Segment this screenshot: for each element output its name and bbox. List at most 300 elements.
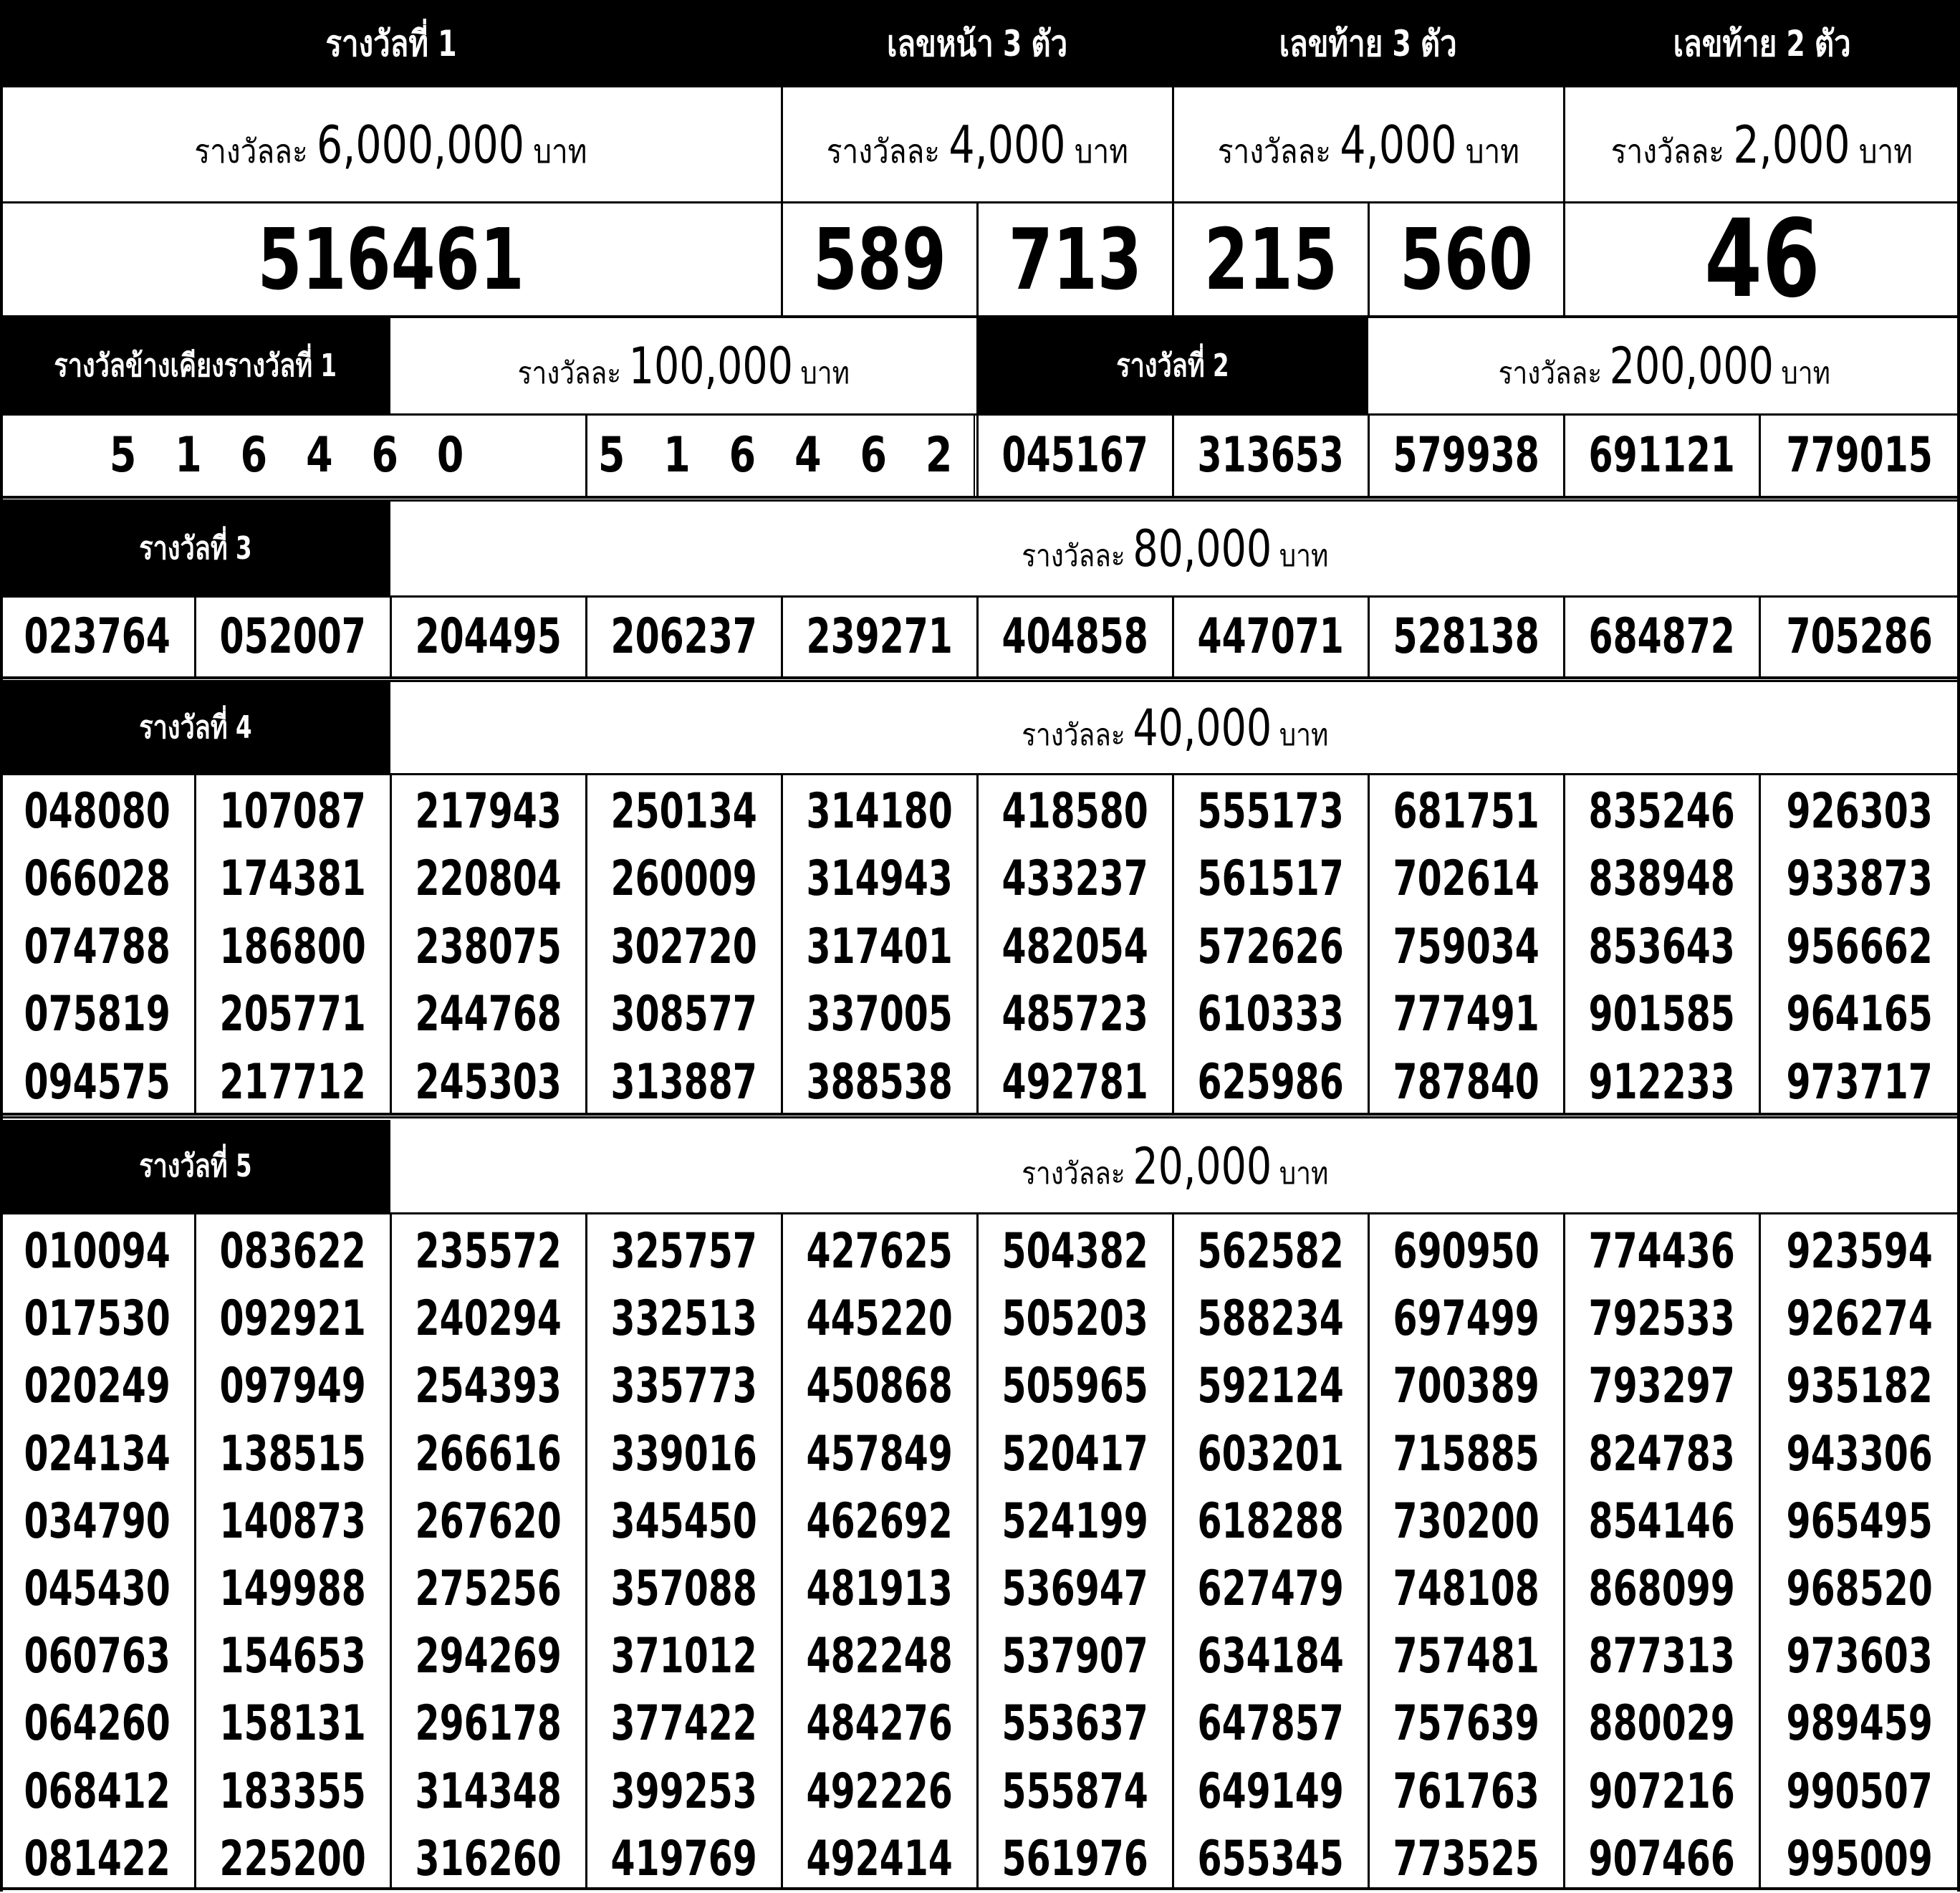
grid-line	[1563, 0, 1565, 317]
grid-line	[194, 596, 196, 678]
text: 316260	[415, 1830, 562, 1887]
text: 060763	[24, 1628, 171, 1685]
text: 294269	[415, 1628, 562, 1685]
grid-line	[1172, 1213, 1174, 1889]
text: 528138	[1393, 608, 1539, 665]
text: 317401	[806, 918, 953, 975]
fourth-prize-title	[0, 682, 390, 774]
fifth-prize-number	[782, 1623, 977, 1690]
fifth-prize-number	[782, 1353, 977, 1420]
fifth-prize-number	[782, 1826, 977, 1893]
text: 419769	[610, 1830, 757, 1887]
fifth-prize-number	[195, 1623, 390, 1690]
text: 610333	[1197, 986, 1344, 1043]
fifth-prize-number	[1173, 1826, 1368, 1893]
text: 094575	[24, 1053, 171, 1111]
fourth-prize-number	[1173, 845, 1368, 913]
grid-line	[0, 0, 1960, 3]
fifth-prize-number	[1173, 1285, 1368, 1353]
text: 337005	[806, 986, 953, 1043]
text: 075819	[24, 986, 171, 1043]
fifth-prize-number	[586, 1285, 782, 1353]
grid-line	[0, 499, 1960, 502]
amount-prefix: รางวัลละ	[194, 132, 308, 171]
second-prize-number	[1564, 416, 1759, 496]
text: 238075	[415, 918, 562, 975]
amount-label	[1610, 115, 1913, 175]
amount-unit: บาท	[1279, 538, 1329, 573]
fourth-prize-number	[1759, 845, 1960, 913]
text: 647857	[1197, 1695, 1344, 1753]
text: 462692	[806, 1492, 953, 1550]
text: 485723	[1001, 986, 1148, 1043]
fifth-prize-number	[390, 1690, 586, 1758]
fourth-prize-number	[0, 914, 195, 981]
fifth-prize-number	[1564, 1690, 1759, 1758]
fifth-prize-number	[1173, 1556, 1368, 1623]
fifth-prize-number	[977, 1623, 1173, 1690]
fourth-prize-number	[1564, 1049, 1759, 1116]
amount-unit: บาท	[1279, 1156, 1329, 1191]
fourth-prize-number	[1173, 778, 1368, 845]
fifth-prize-number	[195, 1353, 390, 1420]
fourth-prize-number	[1368, 778, 1564, 845]
grid-line	[1368, 774, 1370, 1114]
fifth-prize-number	[586, 1421, 782, 1488]
text: 217712	[219, 1053, 366, 1111]
amount-value: 100,000	[628, 336, 793, 396]
text: 314180	[806, 783, 953, 840]
amount-value: 4,000	[948, 115, 1066, 175]
fourth-prize-number	[0, 1049, 195, 1116]
fourth-prize-number	[390, 845, 586, 913]
prize-last2-number	[1564, 203, 1960, 315]
second-prize-number	[1759, 416, 1960, 496]
fifth-prize-number	[195, 1690, 390, 1758]
prize-front3-amount	[782, 87, 1173, 202]
amount-value: 20,000	[1133, 1137, 1272, 1196]
fifth-prize-number	[0, 1623, 195, 1690]
amount-label	[1022, 519, 1329, 578]
grid-line	[1759, 596, 1761, 678]
grid-line	[0, 680, 1960, 682]
third-prize-number	[782, 598, 977, 676]
fourth-prize-number	[1564, 845, 1759, 913]
text: 235572	[415, 1223, 562, 1280]
text: 697499	[1393, 1290, 1539, 1348]
text: 492414	[806, 1830, 953, 1887]
fourth-prize-number	[586, 778, 782, 845]
fifth-prize-number	[195, 1826, 390, 1893]
text: 313653	[1197, 427, 1344, 484]
third-prize-number	[1759, 598, 1960, 676]
text: 302720	[610, 918, 757, 975]
grid-line	[0, 676, 1960, 679]
fourth-prize-number	[586, 1049, 782, 1116]
grid-line	[0, 773, 1960, 775]
text: 787840	[1393, 1053, 1539, 1111]
text: 702614	[1393, 850, 1539, 908]
grid-line	[1563, 774, 1565, 1114]
text: 835246	[1588, 783, 1735, 840]
text: 649149	[1197, 1763, 1344, 1820]
fifth-prize-title	[0, 1120, 390, 1213]
text: 730200	[1393, 1492, 1539, 1550]
text: รางวัลที่ 1	[325, 23, 457, 64]
text: 097949	[219, 1358, 366, 1415]
fifth-prize-number	[977, 1826, 1173, 1893]
text: 325757	[610, 1223, 757, 1280]
fifth-prize-number	[977, 1488, 1173, 1556]
fifth-prize-number	[0, 1690, 195, 1758]
grid-line	[1368, 202, 1370, 317]
fourth-prize-number	[1564, 914, 1759, 981]
grid-line	[0, 1113, 1960, 1116]
grid-line	[0, 496, 1960, 499]
amount-value: 2,000	[1733, 115, 1850, 175]
text: 592124	[1197, 1358, 1344, 1415]
text: 956662	[1786, 918, 1933, 975]
fifth-prize-number	[390, 1488, 586, 1556]
fifth-prize-number	[586, 1556, 782, 1623]
fifth-prize-number	[1368, 1421, 1564, 1488]
amount-unit: บาท	[1465, 132, 1519, 171]
fifth-prize-number	[390, 1218, 586, 1285]
text: 880029	[1588, 1695, 1735, 1753]
text: รางวัลข้างเคียงรางวัลที่ 1	[54, 347, 337, 384]
fourth-prize-number	[1368, 1049, 1564, 1116]
prize-last3-amount	[1173, 87, 1564, 202]
text: เลขท้าย 2 ตัว	[1673, 23, 1851, 64]
fifth-prize-number	[1759, 1758, 1960, 1826]
grid-line	[194, 774, 196, 1114]
text: 973717	[1786, 1053, 1933, 1111]
fifth-prize-number	[1368, 1285, 1564, 1353]
text: 296178	[415, 1695, 562, 1753]
text: 149988	[219, 1561, 366, 1617]
fourth-prize-number	[586, 845, 782, 913]
amount-label	[826, 115, 1128, 175]
near-first-amount	[390, 318, 976, 413]
text: 083622	[219, 1223, 366, 1280]
amount-prefix: รางวัลละ	[1022, 1156, 1125, 1191]
grid-line	[1563, 414, 1565, 497]
text: 504382	[1001, 1223, 1148, 1280]
fifth-prize-number	[782, 1690, 977, 1758]
text: 064260	[24, 1695, 171, 1753]
text: 505965	[1001, 1358, 1148, 1415]
fourth-prize-number	[1759, 914, 1960, 981]
text: 250134	[610, 783, 757, 840]
second-prize-number	[1173, 416, 1368, 496]
text: 158131	[219, 1695, 366, 1753]
text: 244768	[415, 986, 562, 1043]
fifth-prize-number	[390, 1758, 586, 1826]
prize-front3-number	[782, 203, 977, 315]
fifth-prize-number	[1564, 1218, 1759, 1285]
grid-line	[976, 318, 979, 497]
text: 377422	[610, 1695, 757, 1753]
text: 555874	[1001, 1763, 1148, 1820]
text: 572626	[1197, 918, 1344, 975]
grid-line	[1759, 414, 1761, 497]
fourth-prize-number	[1368, 981, 1564, 1048]
text: 482248	[806, 1628, 953, 1685]
fifth-prize-number	[390, 1826, 586, 1893]
fifth-prize-number	[977, 1285, 1173, 1353]
text: 516461	[257, 210, 524, 309]
text: 357088	[610, 1561, 757, 1617]
amount-label	[194, 115, 587, 175]
text: 492781	[1001, 1053, 1148, 1111]
fifth-prize-number	[390, 1285, 586, 1353]
fourth-prize-number	[390, 981, 586, 1048]
grid-line	[976, 774, 979, 1114]
grid-line	[585, 774, 587, 1114]
grid-line	[1563, 1213, 1565, 1889]
grid-line	[0, 1116, 1960, 1118]
fifth-prize-number	[1564, 1353, 1759, 1420]
text: 332513	[610, 1290, 757, 1348]
text: 010094	[24, 1223, 171, 1280]
text: 964165	[1786, 986, 1933, 1043]
fifth-prize-number	[1564, 1488, 1759, 1556]
amount-label	[1022, 1137, 1329, 1196]
fifth-prize-number	[0, 1353, 195, 1420]
text: 907466	[1588, 1830, 1735, 1887]
fourth-prize-number	[390, 1049, 586, 1116]
fifth-prize-number	[586, 1488, 782, 1556]
fourth-prize-number	[1173, 981, 1368, 1048]
text: 681751	[1393, 783, 1539, 840]
text: 138515	[219, 1425, 366, 1482]
text: 792533	[1588, 1290, 1735, 1348]
grid-line	[1368, 1213, 1370, 1889]
text: 989459	[1786, 1695, 1933, 1753]
fifth-prize-number	[1759, 1488, 1960, 1556]
amount-unit: บาท	[1781, 355, 1830, 390]
third-prize-number	[1173, 598, 1368, 676]
text: 154653	[219, 1628, 366, 1685]
text: เลขท้าย 3 ตัว	[1279, 23, 1458, 64]
text: 254393	[415, 1358, 562, 1415]
fourth-prize-number	[977, 1049, 1173, 1116]
fourth-prize-number	[1759, 981, 1960, 1048]
text: 484276	[806, 1695, 953, 1753]
fourth-prize-number	[195, 981, 390, 1048]
text: 935182	[1786, 1358, 1933, 1415]
text: 427625	[806, 1223, 953, 1280]
third-prize-number	[1368, 598, 1564, 676]
fourth-prize-number	[195, 1049, 390, 1116]
fourth-prize-number	[1173, 914, 1368, 981]
fourth-prize-number	[390, 914, 586, 981]
prize-last2-title	[1564, 0, 1960, 87]
text: 690950	[1393, 1223, 1539, 1280]
amount-value: 80,000	[1133, 519, 1272, 578]
grid-line	[1172, 414, 1174, 497]
fourth-prize-number	[0, 778, 195, 845]
amount-prefix: รางวัลละ	[517, 355, 621, 390]
fifth-prize-number	[1173, 1690, 1368, 1758]
fifth-prize-number	[1759, 1826, 1960, 1893]
fourth-prize-number	[0, 845, 195, 913]
fifth-prize-number	[0, 1488, 195, 1556]
text: 968520	[1786, 1561, 1933, 1617]
fifth-prize-number	[1368, 1826, 1564, 1893]
fifth-prize-number	[977, 1421, 1173, 1488]
amount-unit: บาท	[1074, 132, 1128, 171]
fifth-prize-number	[977, 1353, 1173, 1420]
text: 239271	[806, 608, 953, 665]
amount-prefix: รางวัลละ	[826, 132, 940, 171]
fourth-prize-number	[977, 778, 1173, 845]
fifth-prize-number	[1564, 1623, 1759, 1690]
text: 450868	[806, 1358, 953, 1415]
text: 524199	[1001, 1492, 1148, 1550]
prize-last2-amount	[1564, 87, 1960, 202]
third-prize-number	[390, 598, 586, 676]
fourth-prize-number	[782, 981, 977, 1048]
text: 266616	[415, 1425, 562, 1482]
text: 618288	[1197, 1492, 1344, 1550]
fifth-prize-amount	[390, 1120, 1960, 1213]
amount-value: 6,000,000	[317, 115, 525, 175]
grid-line	[0, 595, 1960, 598]
fourth-prize-number	[782, 914, 977, 981]
fourth-prize-number	[1564, 778, 1759, 845]
fifth-prize-number	[195, 1758, 390, 1826]
text: 418580	[1001, 783, 1148, 840]
fifth-prize-number	[782, 1421, 977, 1488]
text: 492226	[806, 1763, 953, 1820]
grid-line	[0, 201, 1960, 203]
grid-line	[1172, 774, 1174, 1114]
fifth-prize-number	[977, 1758, 1173, 1826]
grid-line	[781, 774, 783, 1114]
text: 655345	[1197, 1830, 1344, 1887]
text: 045167	[1001, 427, 1148, 484]
grid-line	[194, 1213, 196, 1889]
grid-line	[1368, 596, 1370, 678]
fourth-prize-number	[1173, 1049, 1368, 1116]
grid-line	[585, 596, 587, 678]
text: 275256	[415, 1561, 562, 1617]
third-prize-number	[1564, 598, 1759, 676]
text: 215	[1204, 210, 1337, 309]
fifth-prize-number	[195, 1285, 390, 1353]
text: 705286	[1786, 608, 1933, 665]
third-prize-number	[977, 598, 1173, 676]
fifth-prize-number	[1368, 1218, 1564, 1285]
text: 092921	[219, 1290, 366, 1348]
text: 024134	[24, 1425, 171, 1482]
text: 634184	[1197, 1628, 1344, 1685]
text: 433237	[1001, 850, 1148, 908]
fifth-prize-number	[0, 1285, 195, 1353]
grid-line	[781, 596, 783, 678]
fifth-prize-number	[0, 1218, 195, 1285]
text: 761763	[1393, 1763, 1539, 1820]
text: รางวัลที่ 4	[138, 709, 252, 746]
fourth-prize-number	[1368, 845, 1564, 913]
text: 907216	[1588, 1763, 1735, 1820]
text: 5 1 6 4 6 0	[109, 427, 476, 484]
fifth-prize-number	[1759, 1285, 1960, 1353]
text: 774436	[1588, 1223, 1735, 1280]
fifth-prize-number	[0, 1758, 195, 1826]
fifth-prize-number	[1368, 1690, 1564, 1758]
text: 990507	[1786, 1763, 1933, 1820]
text: 684872	[1588, 608, 1735, 665]
fifth-prize-number	[782, 1488, 977, 1556]
fifth-prize-number	[1564, 1826, 1759, 1893]
prize-front3-title	[782, 0, 1173, 87]
text: 140873	[219, 1492, 366, 1550]
text: 107087	[219, 783, 366, 840]
text: 793297	[1588, 1358, 1735, 1415]
text: 371012	[610, 1628, 757, 1685]
fourth-prize-number	[195, 778, 390, 845]
fourth-prize-number	[390, 778, 586, 845]
fifth-prize-number	[782, 1285, 977, 1353]
second-prize-number	[1368, 416, 1564, 496]
text: 314348	[415, 1763, 562, 1820]
text: 943306	[1786, 1425, 1933, 1482]
text: 245303	[415, 1053, 562, 1111]
fifth-prize-number	[586, 1353, 782, 1420]
fifth-prize-number	[1368, 1623, 1564, 1690]
text: 773525	[1393, 1830, 1539, 1887]
text: 715885	[1393, 1425, 1539, 1482]
fifth-prize-number	[1759, 1421, 1960, 1488]
prize-last3-number	[1368, 203, 1564, 315]
text: 757481	[1393, 1628, 1539, 1685]
text: 553637	[1001, 1695, 1148, 1753]
fourth-prize-number	[1368, 914, 1564, 981]
text: 388538	[806, 1053, 953, 1111]
second-prize-number	[977, 416, 1173, 496]
text: 183355	[219, 1763, 366, 1820]
prize-last3-number	[1173, 203, 1368, 315]
text: 404858	[1001, 608, 1148, 665]
fifth-prize-number	[1173, 1623, 1368, 1690]
text: 868099	[1588, 1561, 1735, 1617]
fifth-prize-number	[586, 1218, 782, 1285]
fourth-prize-number	[0, 981, 195, 1048]
fifth-prize-number	[195, 1556, 390, 1623]
text: 052007	[219, 608, 366, 665]
amount-label	[1217, 115, 1519, 175]
text: 174381	[219, 850, 366, 908]
fourth-prize-number	[1564, 981, 1759, 1048]
text: 260009	[610, 850, 757, 908]
text: 505203	[1001, 1290, 1148, 1348]
text: รางวัลที่ 2	[1116, 347, 1229, 384]
text: 926274	[1786, 1290, 1933, 1348]
fifth-prize-number	[1173, 1218, 1368, 1285]
text: 777491	[1393, 986, 1539, 1043]
text: 205771	[219, 986, 366, 1043]
text: 447071	[1197, 608, 1344, 665]
text: 204495	[415, 608, 562, 665]
text: รางวัลที่ 3	[138, 530, 252, 567]
text: 757639	[1393, 1695, 1539, 1753]
fourth-prize-number	[586, 981, 782, 1048]
grid-line	[390, 1213, 392, 1889]
text: 923594	[1786, 1223, 1933, 1280]
text: 206237	[610, 608, 757, 665]
